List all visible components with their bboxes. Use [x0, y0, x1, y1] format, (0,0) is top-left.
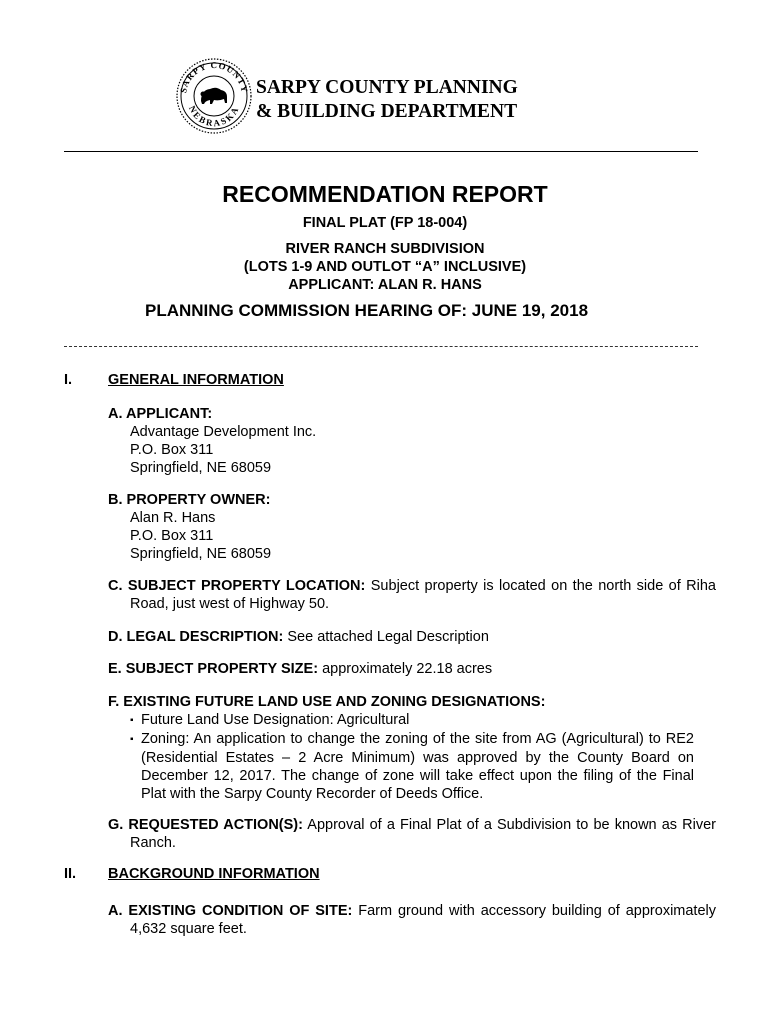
requested-label: G. REQUESTED ACTION(S):	[108, 817, 303, 833]
applicant-label: A. APPLICANT:	[108, 406, 213, 422]
hearing-date: PLANNING COMMISSION HEARING OF: JUNE 19, 2018	[145, 301, 589, 320]
location-block	[108, 577, 716, 613]
applicant-line: P.O. Box 311	[130, 442, 214, 458]
requested-block	[108, 816, 716, 852]
size-label: E. SUBJECT PROPERTY SIZE:	[108, 661, 319, 677]
subtitle-line: FINAL PLAT (FP 18-004)	[302, 215, 468, 231]
section-number: II.	[64, 866, 77, 882]
section-title: GENERAL INFORMATION	[108, 372, 284, 388]
size-text: approximately 22.18 acres	[322, 661, 493, 677]
subtitle-line: APPLICANT: ALAN R. HANS	[288, 277, 482, 293]
location-label: C. SUBJECT PROPERTY LOCATION:	[108, 578, 366, 594]
svg-text:SARPY COUNTY: SARPY COUNTY	[178, 59, 250, 94]
location-text: Subject property is located on the north side of Riha Road, just west of Highway 50.	[130, 578, 716, 612]
existing-condition-block	[108, 902, 716, 938]
legal-text: See attached Legal Description	[287, 629, 489, 645]
zoning-bullet: ▪ Zoning: An application to change the zoning of the site from AG (Agricultural) to RE2 (Residential Estates – 2 Acre Minimum) was approved by the County Board on December 12, 2017. The change of zone will take effect upon the filing of the Final Plat with the Sarpy County Recorder of Deeds Office.	[108, 730, 694, 803]
department-name-line1: SARPY COUNTY PLANNING	[256, 77, 518, 98]
existing-condition-label: A. EXISTING CONDITION OF SITE:	[108, 903, 353, 919]
subtitle-line: (LOTS 1-9 AND OUTLOT “A” INCLUSIVE)	[243, 259, 527, 275]
owner-label: B. PROPERTY OWNER:	[108, 492, 271, 508]
header-divider	[64, 151, 698, 152]
section-number: I.	[64, 372, 73, 388]
section-title: BACKGROUND INFORMATION	[108, 866, 320, 882]
zoning-bullet: ▪ Future Land Use Designation: Agricultural	[108, 711, 694, 730]
report-title: RECOMMENDATION REPORT	[222, 181, 548, 207]
owner-line: Springfield, NE 68059	[130, 546, 272, 562]
legal-label: D. LEGAL DESCRIPTION:	[108, 629, 284, 645]
applicant-block	[108, 405, 694, 477]
svg-text:NEBRASKA: NEBRASKA	[186, 104, 242, 129]
requested-text: Approval of a Final Plat of a Subdivision to be known as River Ranch.	[130, 817, 716, 851]
department-name-line2: & BUILDING DEPARTMENT	[256, 101, 518, 122]
county-seal-logo	[174, 56, 254, 136]
title-divider	[64, 346, 698, 347]
zoning-label: F. EXISTING FUTURE LAND USE AND ZONING DESIGNATIONS:	[108, 694, 546, 710]
owner-line: P.O. Box 311	[130, 528, 214, 544]
zoning-block	[108, 693, 694, 803]
owner-line: Alan R. Hans	[130, 510, 216, 526]
size-block	[108, 660, 716, 678]
subtitle-line: RIVER RANCH SUBDIVISION	[285, 241, 485, 257]
applicant-line: Advantage Development Inc.	[130, 424, 317, 440]
legal-block	[108, 628, 716, 646]
applicant-line: Springfield, NE 68059	[130, 460, 272, 476]
existing-condition-text: Farm ground with accessory building of approximately 4,632 square feet.	[130, 903, 716, 937]
owner-block	[108, 491, 694, 563]
